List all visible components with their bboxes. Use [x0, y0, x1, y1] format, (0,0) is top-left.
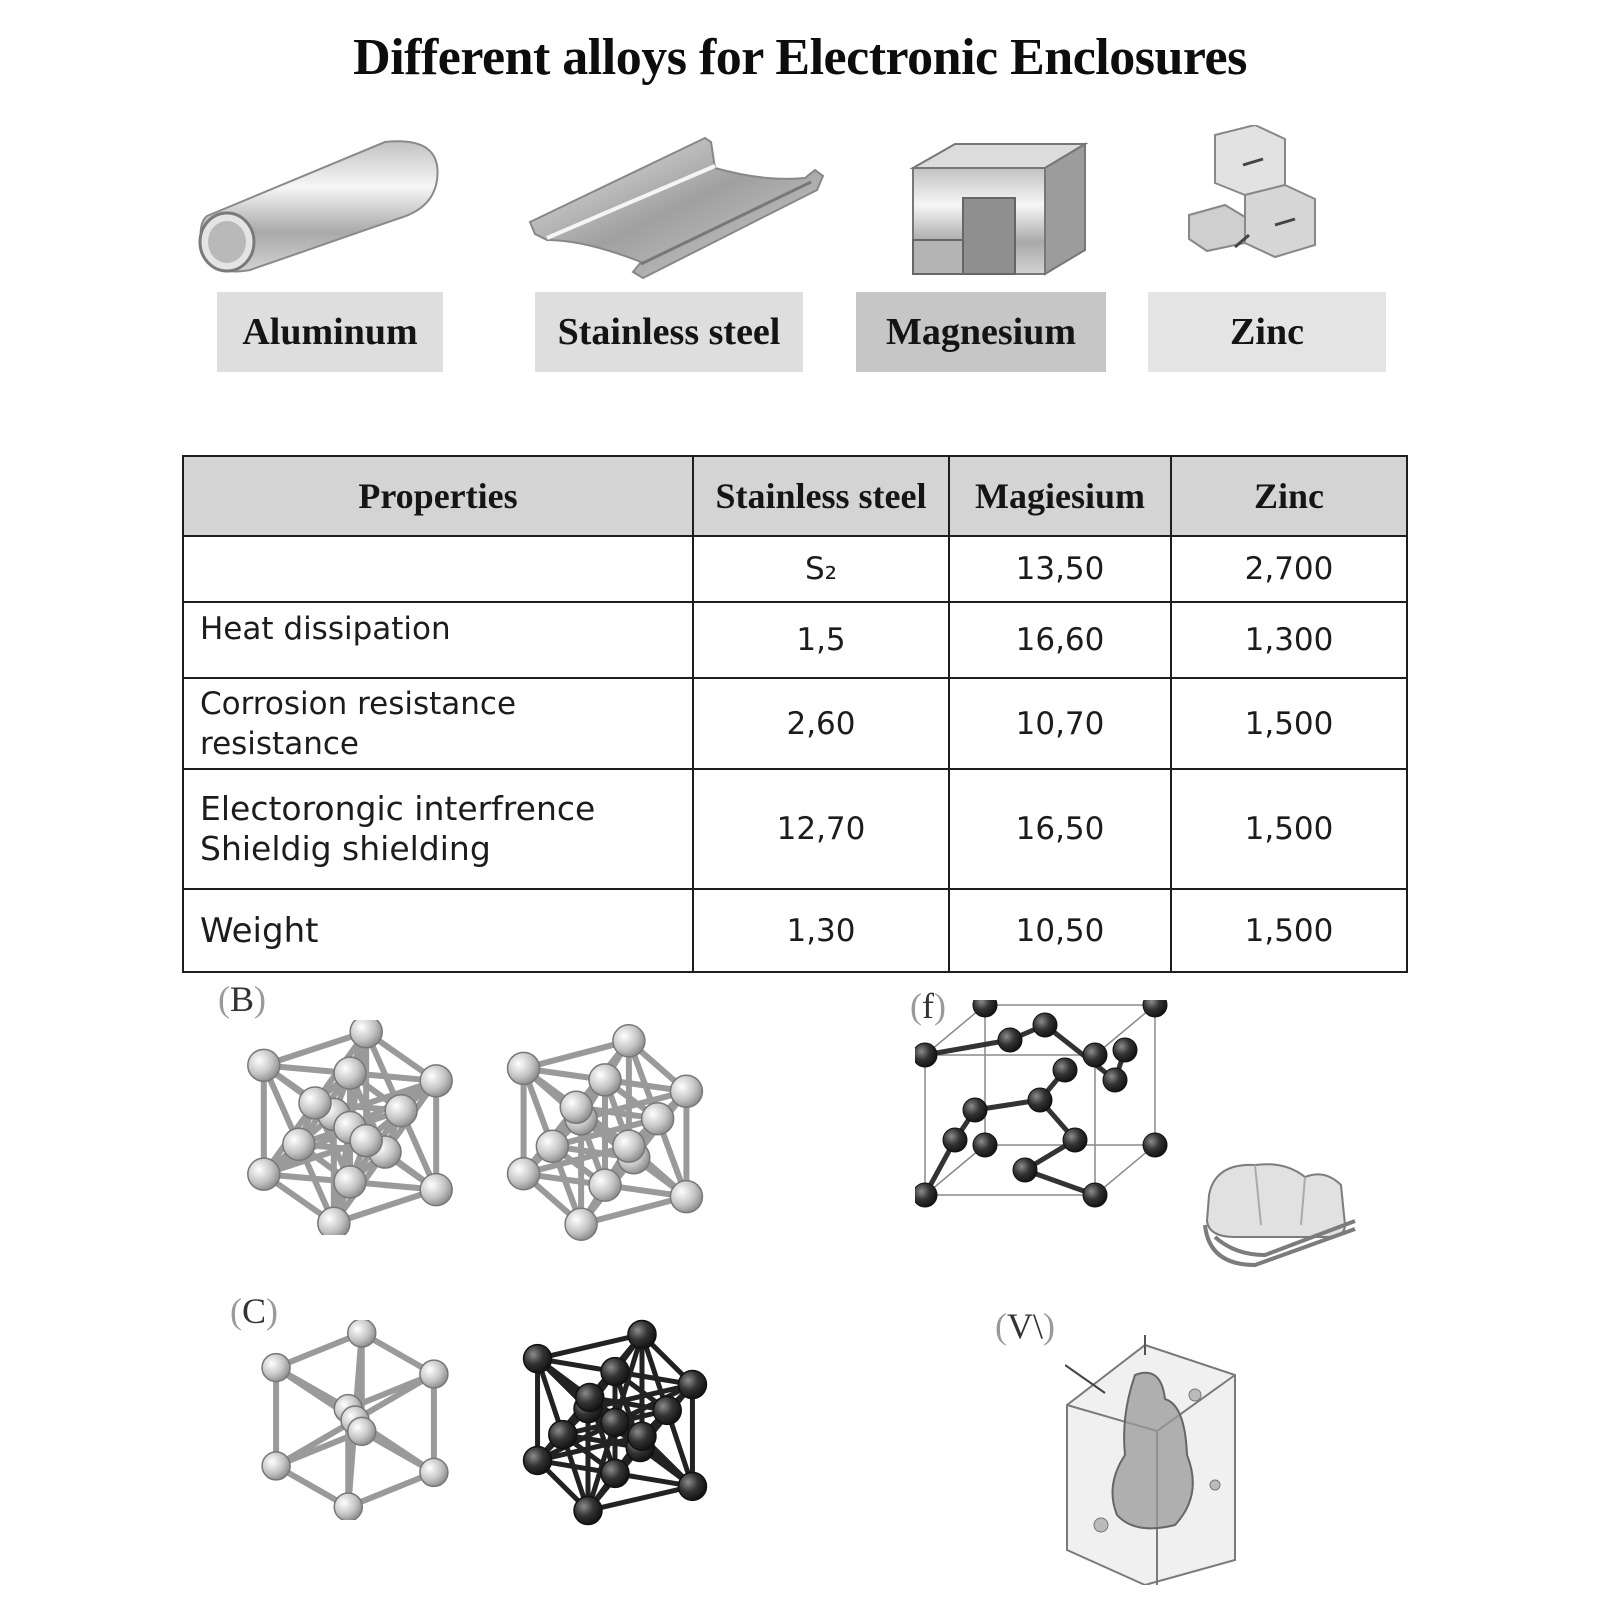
header-properties: Properties	[183, 456, 693, 536]
row-property: Electorongic interfrence Shieldig shielding	[183, 769, 693, 889]
cell-stainless-steel: 1,5	[693, 602, 949, 678]
cell-zinc: 1,500	[1171, 889, 1407, 972]
aluminum-tube-icon	[195, 130, 445, 280]
cell-magnesium: 13,50	[949, 536, 1171, 602]
dark-lattice-icon	[515, 1310, 715, 1535]
panel-label-c: (C)	[230, 1291, 279, 1331]
dark-atom-cube-icon	[915, 1000, 1170, 1245]
magnesium-block-icon	[905, 140, 1090, 285]
table-row	[183, 602, 1407, 678]
properties-table	[182, 455, 1408, 973]
material-label-magnesium: Magnesium	[856, 292, 1106, 372]
cell-stainless-steel: 1,30	[693, 889, 949, 972]
fcc-lattice-icon	[505, 1015, 705, 1250]
cell-zinc: 1,500	[1171, 678, 1407, 769]
table-row	[183, 769, 1407, 889]
table-header-row	[183, 456, 1407, 536]
header-magnesium: Magiesium	[949, 456, 1171, 536]
translucent-cube-icon	[1065, 1335, 1265, 1585]
table-row	[183, 889, 1407, 972]
table-row	[183, 536, 1407, 602]
zinc-part-icon	[1195, 1155, 1365, 1285]
material-label-aluminum: Aluminum	[217, 292, 443, 372]
row-property: Corrosion resistance resistance	[183, 678, 693, 769]
stainless-steel-channel-icon	[525, 130, 830, 285]
panel-label-b: (B)	[218, 979, 267, 1019]
cell-zinc: 1,500	[1171, 769, 1407, 889]
cell-zinc: 2,700	[1171, 536, 1407, 602]
cell-magnesium: 16,50	[949, 769, 1171, 889]
panel-label-v: (V\)	[995, 1306, 1055, 1346]
cell-magnesium: 10,70	[949, 678, 1171, 769]
material-label-zinc: Zinc	[1148, 292, 1386, 372]
row-property: Weight	[183, 889, 693, 972]
cell-stainless-steel: 2,60	[693, 678, 949, 769]
header-zinc: Zinc	[1171, 456, 1407, 536]
row-property	[183, 536, 693, 602]
hcp-lattice-icon	[250, 1320, 460, 1520]
cell-zinc: 1,300	[1171, 602, 1407, 678]
material-label-stainless-steel: Stainless steel	[535, 292, 803, 372]
panel-label-f: (f)	[910, 986, 946, 1026]
cell-stainless-steel: 12,70	[693, 769, 949, 889]
table-row	[183, 678, 1407, 769]
cell-magnesium: 10,50	[949, 889, 1171, 972]
header-stainless-steel: Stainless steel	[693, 456, 949, 536]
bcc-lattice-icon	[235, 1020, 465, 1235]
zinc-part-icon	[1185, 125, 1325, 275]
cell-magnesium: 16,60	[949, 602, 1171, 678]
cell-stainless-steel: S₂	[693, 536, 949, 602]
page-title: Different alloys for Electronic Enclosures	[353, 29, 1247, 86]
row-property: Heat dissipation	[183, 602, 693, 678]
